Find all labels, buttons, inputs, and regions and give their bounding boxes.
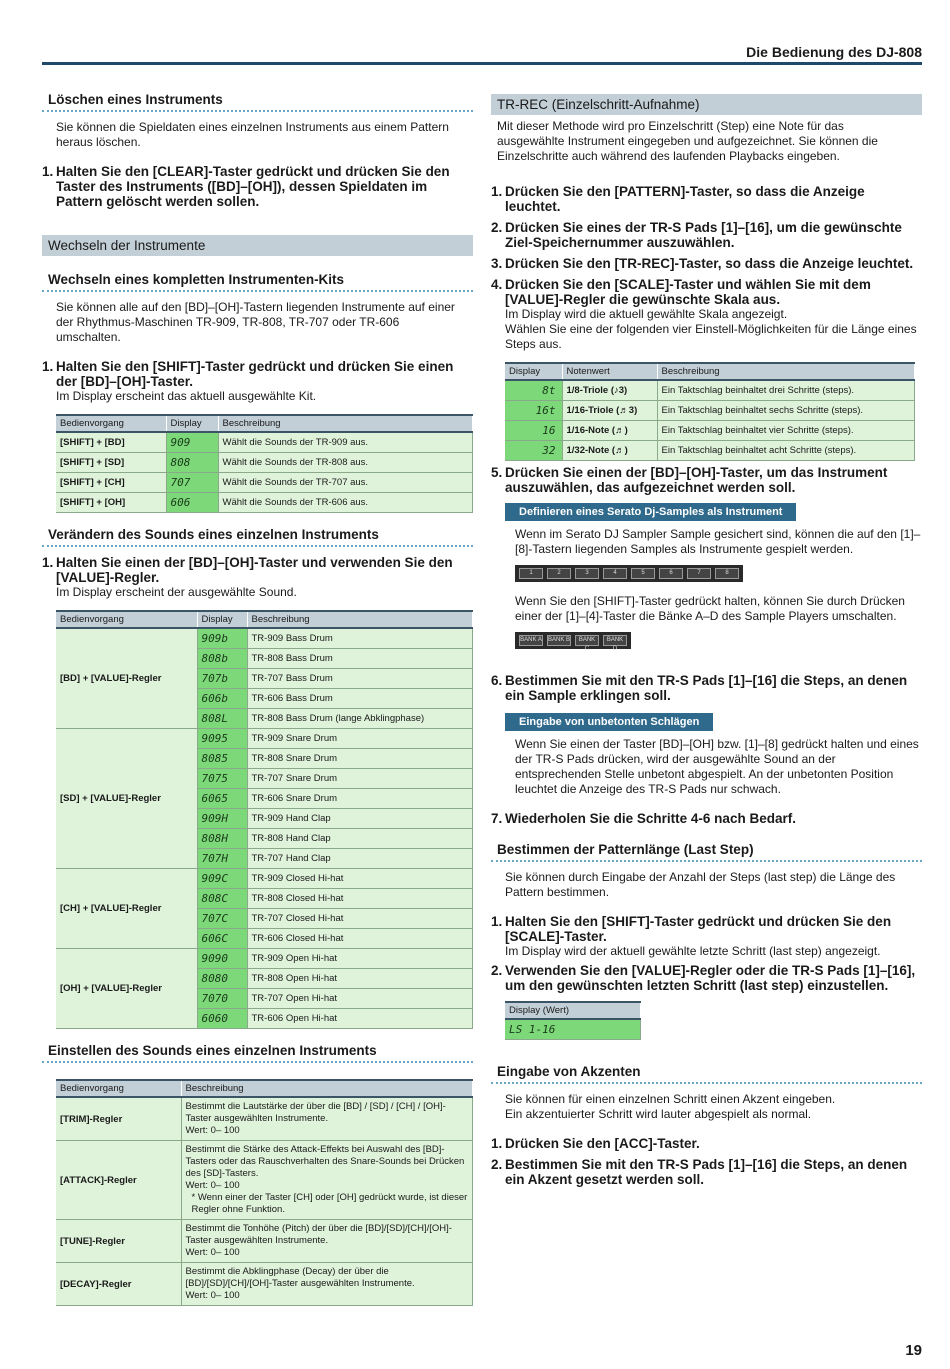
description-cell	[181, 1263, 473, 1306]
display-cell: 606b	[197, 689, 247, 709]
operation-cell: [TUNE]-Regler	[56, 1220, 181, 1263]
pad-button: 1	[519, 568, 543, 579]
description-cell	[181, 1097, 473, 1141]
display-cell: 909H	[197, 809, 247, 829]
description-text: Bestimmt die Stärke des Attack-Effekts bei Auswahl des [BD]-Tasters oder das Rauschverhalten des Snare-Sounds bei Drücken des [SD]-Tasters.	[185, 1144, 465, 1179]
display-cell: 808H	[197, 829, 247, 849]
table-row: [SHIFT] + [CH] 707 Wählt die Sounds der TR-707 aus.	[56, 473, 473, 493]
laststep-display: LS 1-16	[505, 1019, 641, 1040]
display-cell: 606C	[197, 929, 247, 949]
operation-cell: [CH] + [VALUE]-Regler	[56, 869, 197, 949]
laststep-step-2: 2. Verwenden Sie den [VALUE]-Regler oder die TR-S Pads [1]–[16], um den gewünschten letzten Schritt (last step) einzustellen.	[491, 963, 916, 993]
description-cell: TR-707 Bass Drum	[247, 669, 473, 689]
operation-cell: [SD] + [VALUE]-Regler	[56, 729, 197, 869]
section-title-accent: Eingabe von Akzenten	[491, 1064, 922, 1084]
description-cell: TR-808 Hand Clap	[247, 829, 473, 849]
operation-cell: [BD] + [VALUE]-Regler	[56, 628, 197, 729]
bank-button: BANK D	[603, 635, 627, 646]
serato-text-2: Wenn Sie den [SHIFT]-Taster gedrückt halten, können Sie durch Drücken einer der [1]–[4]-Taster die Bänke A–D des Sample Players umschalten.	[515, 594, 905, 623]
description-cell: TR-808 Bass Drum	[247, 649, 473, 669]
description-cell: TR-606 Closed Hi-hat	[247, 929, 473, 949]
section-title-adjust: Einstellen des Sounds eines einzelnen Instruments	[42, 1043, 473, 1063]
bank-image	[515, 632, 631, 652]
section-title-delete: Löschen eines Instruments	[42, 92, 473, 112]
laststep-table	[505, 1001, 641, 1040]
unaccented-text: Wenn Sie einen der Taster [BD]–[OH] bzw. [1]–[8] gedrückt halten und eines der TR-S Pads drücken, wird der ausgewählte Sound an der entsprechenden Stelle unbetont abgespielt. An der unbetonten Position leuchtet die Anzeige des TR-S Pads nur schwach.	[515, 737, 919, 796]
operation-cell: [TRIM]-Regler	[56, 1097, 181, 1141]
table-row: 8t 1/8-Triole (♪3) Ein Taktschlag beinhaltet drei Schritte (steps).	[505, 380, 915, 401]
col-header: Beschreibung	[181, 1080, 473, 1097]
pad-button: 4	[603, 568, 627, 579]
table-row: [SHIFT] + [BD] 909 Wählt die Sounds der TR-909 aus.	[56, 432, 473, 453]
trrec-step-5: 5. Drücken Sie einen der [BD]–[OH]-Taster, um das Instrument auszuwählen, das aufgezeichnet werden soll.	[491, 465, 888, 495]
display-cell: 6060	[197, 1009, 247, 1029]
table-row	[56, 729, 473, 749]
page-number: 19	[905, 1342, 922, 1359]
col-header: Notenwert	[562, 363, 657, 380]
display-cell: 9090	[197, 949, 247, 969]
right-column	[491, 92, 922, 1187]
table-row: 32 1/32-Note (♬) Ein Taktschlag beinhaltet acht Schritte (steps).	[505, 441, 915, 461]
description-cell: TR-707 Hand Clap	[247, 849, 473, 869]
display-cell: 808b	[197, 649, 247, 669]
delete-step-1: 1. Halten Sie den [CLEAR]-Taster gedrückt und drücken Sie den Taster des Instruments ([BD]–[OH]), dessen Spieldaten im Pattern gelöscht werden sollen.	[42, 164, 450, 209]
display-cell: 6065	[197, 789, 247, 809]
table-row	[56, 1220, 473, 1263]
display-cell: 808C	[197, 889, 247, 909]
description-cell: TR-808 Closed Hi-hat	[247, 889, 473, 909]
table-row: [SHIFT] + [SD] 808 Wählt die Sounds der TR-808 aus.	[56, 453, 473, 473]
pad-button: 2	[547, 568, 571, 579]
table-row: [SHIFT] + [OH] 606 Wählt die Sounds der TR-606 aus.	[56, 493, 473, 513]
description-cell: TR-909 Open Hi-hat	[247, 949, 473, 969]
display-cell: 7075	[197, 769, 247, 789]
col-header: Bedienvorgang	[56, 611, 197, 628]
accent-text-2: Ein akzentuierter Schritt wird lauter abgespielt als normal.	[505, 1107, 812, 1121]
description-cell: TR-909 Bass Drum	[247, 628, 473, 649]
table-row: 16 1/16-Note (♬) Ein Taktschlag beinhaltet vier Schritte (steps).	[505, 421, 915, 441]
footnote: * Wenn einer der Taster [CH] oder [OH] gedrückt wurde, ist dieser Regler ohne Funktion.	[191, 1192, 468, 1215]
pad-button: 8	[715, 568, 739, 579]
bank-button: BANK B	[547, 635, 571, 646]
description-cell: TR-707 Open Hi-hat	[247, 989, 473, 1009]
pad-button: 3	[575, 568, 599, 579]
description-cell: TR-606 Snare Drum	[247, 789, 473, 809]
description-cell: TR-808 Bass Drum (lange Abklingphase)	[247, 709, 473, 729]
kit-text: Sie können alle auf den [BD]–[OH]-Tastern liegenden Instrumente auf einer der Rhythmus-Maschinen TR-909, TR-808, TR-707 oder TR-606 umschalten.	[56, 300, 455, 344]
trrec-step-3: 3. Drücken Sie den [TR-REC]-Taster, so dass die Anzeige leuchtet.	[491, 256, 914, 271]
accent-text-1: Sie können für einen einzelnen Schritt einen Akzent eingeben.	[505, 1092, 836, 1106]
description-text: Bestimmt die Abklingphase (Decay) der über die [BD]/[SD]/[CH]/[OH]-Taster ausgewählten Instrumente.	[185, 1266, 415, 1289]
header-rule	[42, 62, 922, 65]
section-title-laststep: Bestimmen der Patternlänge (Last Step)	[491, 842, 922, 862]
sound-table	[56, 610, 473, 1029]
table-row	[56, 1141, 473, 1220]
trrec-step-4: 4. Drücken Sie den [SCALE]-Taster und wählen Sie mit dem [VALUE]-Regler die gewünschte Skala aus.	[491, 277, 871, 307]
sound-step-1: 1. Halten Sie einen der [BD]–[OH]-Taster und verwenden Sie den [VALUE]-Regler.	[42, 555, 453, 585]
table-row: 16t 1/16-Triole (♬3) Ein Taktschlag beinhaltet sechs Schritte (steps).	[505, 401, 915, 421]
trrec-step-6: 6. Bestimmen Sie mit den TR-S Pads [1]–[16] die Steps, an denen ein Sample erklingen soll.	[491, 673, 908, 703]
value-range: Wert: 0– 100	[185, 1125, 240, 1136]
trrec-step-7: 7. Wiederholen Sie die Schritte 4-6 nach Bedarf.	[491, 811, 796, 826]
section-title-sound: Verändern des Sounds eines einzelnen Instruments	[42, 527, 473, 547]
section-bar-trrec: TR-REC (Einzelschritt-Aufnahme)	[491, 94, 922, 115]
trrec-step-2: 2. Drücken Sie eines der TR-S Pads [1]–[16], um die gewünschte Ziel-Speichernummer auszuwählen.	[491, 220, 902, 250]
operation-cell: [OH] + [VALUE]-Regler	[56, 949, 197, 1029]
description-cell: TR-707 Snare Drum	[247, 769, 473, 789]
description-text: Bestimmt die Lautstärke der über die [BD] / [SD] / [CH] / [OH]-Taster ausgewählten Instrumente.	[185, 1101, 446, 1124]
serato-text: Wenn im Serato DJ Sampler Sample gesichert sind, können die auf den [1]–[8]-Tastern liegenden Samples als Instrumente gespielt werden.	[515, 527, 921, 556]
delete-text: Sie können die Spieldaten eines einzelnen Instruments aus einem Pattern heraus löschen.	[56, 120, 449, 149]
description-cell	[181, 1220, 473, 1263]
description-cell: TR-606 Bass Drum	[247, 689, 473, 709]
trrec-step-4-sub2: Wählen Sie eine der folgenden vier Einstell-Möglichkeiten für die Länge eines Steps aus.	[505, 322, 917, 351]
operation-cell: [ATTACK]-Regler	[56, 1141, 181, 1220]
tag-unaccented: Eingabe von unbetonten Schlägen	[505, 713, 713, 731]
display-cell: 909C	[197, 869, 247, 889]
laststep-step-1-sub: Im Display wird der aktuell gewählte letzte Schritt (last step) angezeigt.	[505, 944, 881, 958]
display-cell: 909b	[197, 628, 247, 649]
pad-button: 7	[687, 568, 711, 579]
accent-step-2: 2. Bestimmen Sie mit den TR-S Pads [1]–[16] die Steps, an denen ein Akzent gesetzt werden soll.	[491, 1157, 908, 1187]
description-cell: TR-909 Hand Clap	[247, 809, 473, 829]
trrec-step-1: 1. Drücken Sie den [PATTERN]-Taster, so dass die Anzeige leuchtet.	[491, 184, 865, 214]
section-bar-switch: Wechseln der Instrumente	[42, 235, 473, 256]
knob-table	[56, 1079, 473, 1306]
col-header: Display	[197, 611, 247, 628]
description-cell: TR-808 Snare Drum	[247, 749, 473, 769]
pad-button: 5	[631, 568, 655, 579]
description-cell: TR-808 Open Hi-hat	[247, 969, 473, 989]
display-cell: 707b	[197, 669, 247, 689]
table-row	[505, 1019, 641, 1040]
left-column	[42, 92, 473, 1320]
trrec-intro: Mit dieser Methode wird pro Einzelschritt (Step) eine Note für das ausgewählte Instrument eingegeben und aufgezeichnet. Sie können die Einzelschritte auch während des laufenden Playbacks eingeben.	[497, 119, 878, 163]
kit-step-1: 1. Halten Sie den [SHIFT]-Taster gedrückt und drücken Sie einen der [BD]–[OH]-Taster.	[42, 359, 454, 389]
trrec-step-4-sub1: Im Display wird die aktuell gewählte Skala angezeigt.	[505, 307, 788, 321]
display-cell: 8085	[197, 749, 247, 769]
col-header: Display	[166, 415, 218, 432]
laststep-step-1: 1. Halten Sie den [SHIFT]-Taster gedrückt und drücken Sie den [SCALE]-Taster.	[491, 914, 892, 944]
col-header: Beschreibung	[218, 415, 473, 432]
col-header: Bedienvorgang	[56, 415, 166, 432]
serato-sampler-image	[515, 565, 743, 582]
table-row	[56, 1263, 473, 1306]
description-cell: TR-707 Closed Hi-hat	[247, 909, 473, 929]
description-text: Bestimmt die Tonhöhe (Pitch) der über die [BD]/[SD]/[CH]/[OH]-Taster ausgewählten Instrumente.	[185, 1223, 452, 1246]
bank-button: BANK C	[575, 635, 599, 646]
kit-table	[56, 414, 473, 513]
col-header: Beschreibung	[247, 611, 473, 628]
laststep-text: Sie können durch Eingabe der Anzahl der Steps (last step) die Länge des Pattern bestimmen.	[505, 870, 896, 899]
table-row	[56, 1097, 473, 1141]
display-cell: 707C	[197, 909, 247, 929]
display-cell: 8080	[197, 969, 247, 989]
running-header: Die Bedienung des DJ-808	[746, 44, 922, 60]
tag-serato: Definieren eines Serato Dj-Samples als Instrument	[505, 503, 796, 521]
table-row	[56, 869, 473, 889]
kit-step-1-sub: Im Display erscheint das aktuell ausgewählte Kit.	[56, 389, 317, 403]
description-cell: TR-909 Snare Drum	[247, 729, 473, 749]
description-cell	[181, 1141, 473, 1220]
bank-button: BANK A	[519, 635, 543, 646]
section-title-kit: Wechseln eines kompletten Instrumenten-Kits	[42, 272, 473, 292]
display-cell: 808L	[197, 709, 247, 729]
value-range: Wert: 0– 100	[185, 1290, 240, 1301]
scale-table	[505, 362, 915, 461]
description-cell: TR-909 Closed Hi-hat	[247, 869, 473, 889]
col-header: Bedienvorgang	[56, 1080, 181, 1097]
sound-step-1-sub: Im Display erscheint der ausgewählte Sound.	[56, 585, 297, 599]
value-range: Wert: 0– 100	[185, 1247, 240, 1258]
col-header: Beschreibung	[657, 363, 915, 380]
accent-step-1: 1. Drücken Sie den [ACC]-Taster.	[491, 1136, 700, 1151]
table-row	[56, 628, 473, 649]
col-header: Display (Wert)	[505, 1002, 641, 1019]
operation-cell: [DECAY]-Regler	[56, 1263, 181, 1306]
display-cell: 707H	[197, 849, 247, 869]
col-header: Display	[505, 363, 562, 380]
display-cell: 7070	[197, 989, 247, 1009]
display-cell: 9095	[197, 729, 247, 749]
value-range: Wert: 0– 100	[185, 1180, 240, 1191]
pad-button: 6	[659, 568, 683, 579]
table-row	[56, 949, 473, 969]
description-cell: TR-606 Open Hi-hat	[247, 1009, 473, 1029]
